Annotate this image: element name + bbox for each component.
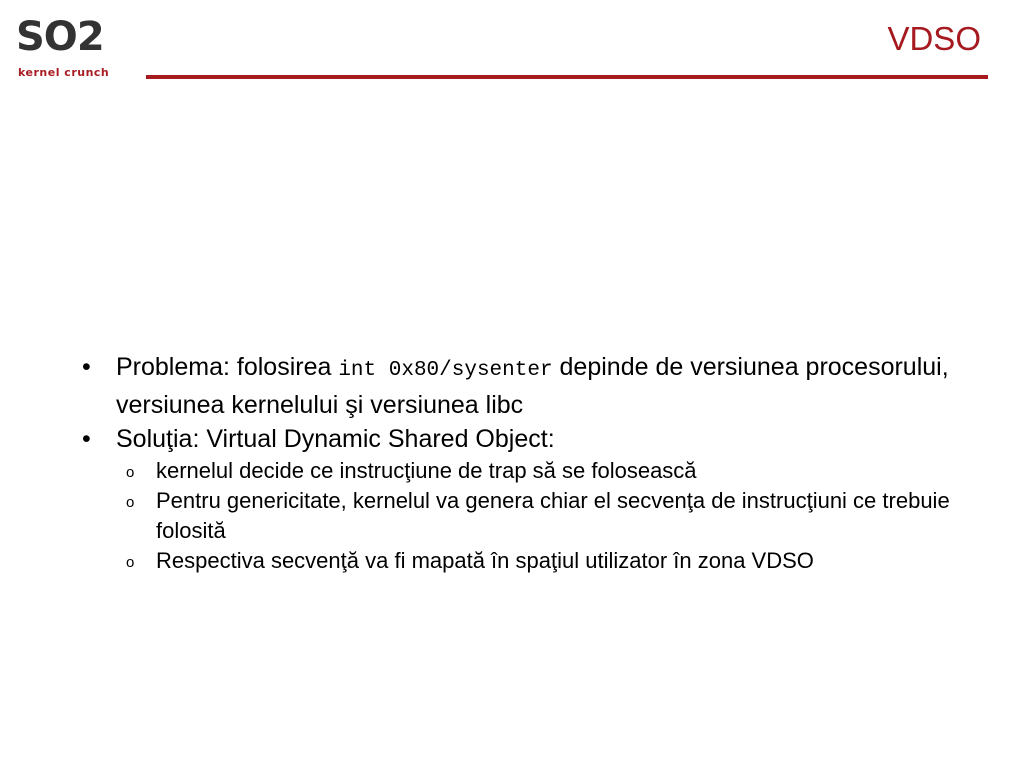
bullet-item: [80, 350, 980, 422]
sub-bullet-text: Respectiva secvenţă va fi mapată în spaţiul utilizator în zona VDSO: [156, 548, 814, 573]
sub-bullet-item: [80, 456, 980, 486]
sub-bullet-item: [80, 486, 980, 546]
bullet-item: [80, 422, 980, 456]
bullet-marker: •: [82, 353, 91, 381]
sub-bullet-marker: o: [126, 464, 135, 481]
sub-bullet-marker: o: [126, 554, 135, 571]
sub-bullet-marker: o: [126, 494, 135, 511]
sub-bullet-item: [80, 546, 980, 576]
title-divider: [146, 75, 988, 79]
bullet-text: Problema: folosirea: [116, 353, 339, 381]
bullet-marker: •: [82, 425, 91, 453]
bullet-text-continued: depinde de versiunea procesorului, versiunea kernelului şi versiunea libc: [116, 353, 949, 419]
sub-bullet-text: Pentru genericitate, kernelul va genera chiar el secvenţa de instrucţiuni ce trebuie folosită: [156, 488, 950, 543]
so2-logo: [16, 14, 134, 84]
slide-title: VDSO: [887, 20, 981, 57]
code-snippet: int 0x80/sysenter: [338, 359, 553, 382]
sub-bullet-text: kernelul decide ce instrucţiune de trap să se folosească: [156, 458, 697, 483]
logo-subtitle: kernel crunch: [18, 66, 110, 79]
bullet-text: Soluţia: Virtual Dynamic Shared Object:: [116, 425, 555, 453]
slide-content: [80, 350, 980, 576]
logo-text: SO2: [16, 14, 104, 60]
